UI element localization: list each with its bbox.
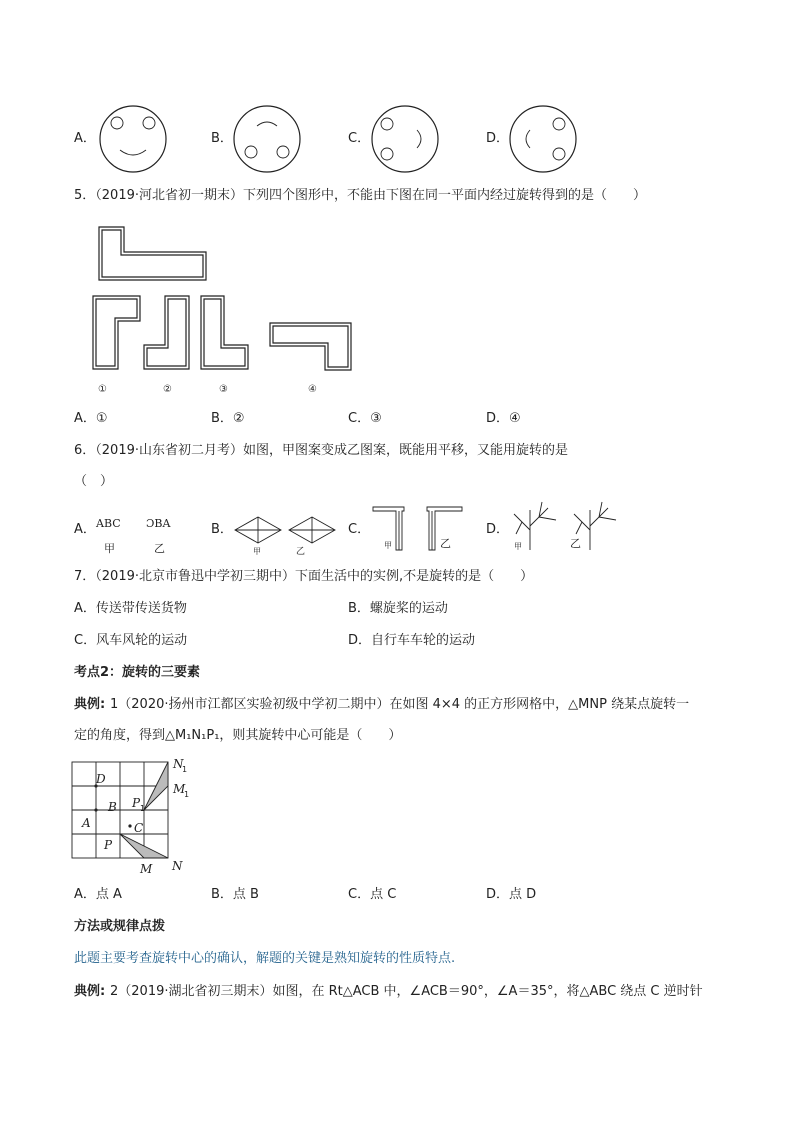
q6-b-yi: 乙 — [296, 547, 306, 557]
q5-shape-2 — [143, 295, 191, 371]
grid-label-m1: M — [173, 782, 186, 796]
q4-figure-a — [98, 104, 168, 174]
q5-option-a[interactable]: A．① — [74, 411, 108, 426]
q7-option-b[interactable]: B．螺旋桨的运动 — [348, 601, 448, 616]
ex2-text: 2（2019·湖北省初三期末）如图，在 Rt△ACB 中，∠ACB＝90°，∠A＝35°，将△ABC 绕点 C 逆时针 — [110, 984, 703, 999]
q4-figure-c — [370, 104, 440, 174]
q6-a-jia: 甲 — [104, 542, 115, 555]
grid-label-a: A — [82, 816, 91, 830]
q7-stem: 7．（2019·北京市鲁迅中学初三期中）下面生活中的实例,不是旋转的是（ ） — [74, 569, 534, 584]
grid-label-m: M — [140, 862, 153, 876]
q5-stem: 5．（2019·河北省初一期末）下列四个图形中，不能由下图在同一平面内经过旋转得到的是（ ） — [74, 188, 646, 203]
method-title: 方法或规律点拨 — [74, 919, 166, 934]
ex1-line1: 1（2020·扬州市江都区实验初级中学初二期中）在如图 4×4 的正方形网格中，△MNP 绕某点旋转一 — [110, 697, 690, 712]
q6-a-left-text: ABC — [96, 517, 121, 530]
q4-figure-b — [232, 104, 302, 174]
q7-option-d[interactable]: D．自行车车轮的运动 — [348, 633, 476, 648]
q5-option-b[interactable]: B．② — [211, 411, 245, 426]
q6-a-yi: 乙 — [154, 542, 165, 555]
grid-label-n: N — [172, 859, 183, 873]
q6-d-figure — [508, 500, 620, 552]
q5-shape-1 — [92, 295, 142, 371]
q5-original-shape — [98, 226, 208, 282]
q6-b-jia: 甲 — [253, 547, 261, 556]
grid-label-n1-sub: 1 — [182, 765, 188, 774]
ex1-line2: 定的角度，得到△M₁N₁P₁，则其旋转中心可能是（ ） — [74, 728, 402, 743]
q6-c-jia: 甲 — [384, 541, 392, 550]
q6-paren: （ ） — [74, 474, 114, 489]
ex1-label: 典例: — [74, 697, 106, 712]
q5-option-c[interactable]: C．③ — [348, 411, 382, 426]
q6-option-c-letter[interactable]: C． — [348, 522, 371, 537]
grid-label-c: C — [134, 821, 144, 835]
ex2-label: 典例: — [74, 984, 106, 999]
q4-option-b-letter[interactable]: B． — [211, 131, 233, 146]
q4-option-a-letter[interactable]: A． — [74, 131, 96, 146]
q6-d-jia: 甲 — [514, 542, 522, 551]
q6-d-yi: 乙 — [570, 537, 581, 550]
q5-option-d[interactable]: D．④ — [486, 411, 521, 426]
method-text: 此题主要考查旋转中心的确认，解题的关键是熟知旋转的性质特点. — [74, 951, 456, 966]
grid-label-n1: N — [173, 757, 184, 771]
q6-c-yi: 乙 — [440, 537, 451, 550]
grid-label-b: B — [108, 800, 117, 814]
grid-label-m1-sub: 1 — [184, 790, 190, 799]
q4-figure-d — [508, 104, 578, 174]
q4-option-d-letter[interactable]: D． — [486, 131, 510, 146]
q5-figure-label-1: ① — [98, 384, 107, 395]
q4-option-c-letter[interactable]: C． — [348, 131, 371, 146]
q6-option-d-letter[interactable]: D． — [486, 522, 510, 537]
q6-option-b-letter[interactable]: B． — [211, 522, 233, 537]
q6-a-right-text: ƆBA — [146, 517, 171, 530]
grid-label-p1: P — [132, 796, 141, 810]
q5-shape-4 — [269, 322, 353, 372]
grid-label-p1-sub: 1 — [140, 804, 146, 813]
grid-label-p: P — [104, 838, 113, 852]
section-title: 考点2：旋转的三要素 — [74, 665, 201, 680]
q5-shape-3 — [200, 295, 250, 371]
q7-option-a[interactable]: A．传送带传送货物 — [74, 601, 187, 616]
ex1-option-c[interactable]: C．点 C — [348, 887, 397, 902]
q7-option-c[interactable]: C．风车风轮的运动 — [74, 633, 188, 648]
q6-option-a-letter[interactable]: A． — [74, 522, 96, 537]
q6-stem: 6．（2019·山东省初二月考）如图，甲图案变成乙图案，既能用平移，又能用旋转的是 — [74, 443, 568, 458]
grid-label-d: D — [96, 772, 106, 786]
ex1-option-d[interactable]: D．点 D — [486, 887, 537, 902]
q5-figure-label-3: ③ — [219, 384, 228, 395]
ex1-option-a[interactable]: A．点 A — [74, 887, 122, 902]
q5-figure-label-4: ④ — [308, 384, 317, 395]
q5-figure-label-2: ② — [163, 384, 172, 395]
ex1-option-b[interactable]: B．点 B — [211, 887, 259, 902]
q6-b-figure — [233, 514, 339, 546]
